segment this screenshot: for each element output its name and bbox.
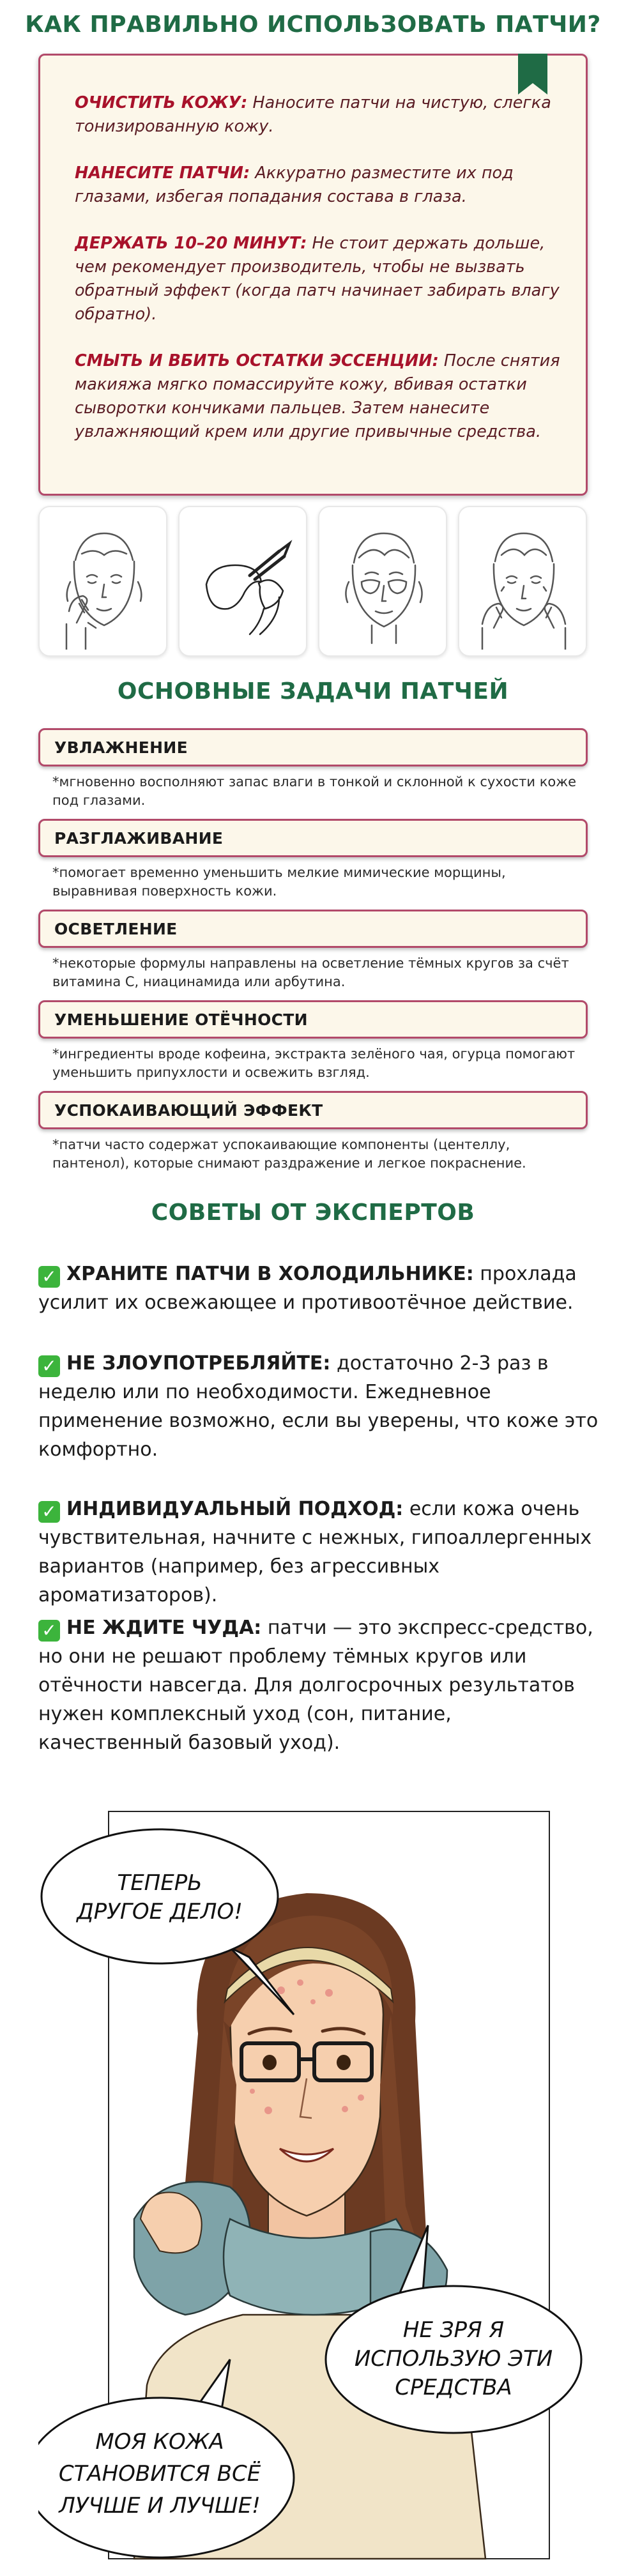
- check-mark-icon: ✓: [38, 1266, 60, 1288]
- task-label: УСПОКАИВАЮЩИЙ ЭФФЕКТ: [54, 1101, 323, 1120]
- tip-text: патчи — это экспресс-средство, но они не решают проблему тёмных кругов или отёчности навсегда. Для долгосрочных результатов нужен комплексный уход (сон, питание, качественный базовый уход).: [38, 1617, 593, 1754]
- tip-text: достаточно 2-3 раз в неделю или по необходимости. Ежедневное применение возможно, если вы уверены, что коже это комфортно.: [38, 1352, 599, 1461]
- step-rinse-and-pat: [75, 349, 560, 444]
- step-text: Не стоит держать дольше, чем рекомендует производитель, чтобы не вызвать обратный эффект (когда патч начинает забирать влагу обратно).: [75, 234, 560, 324]
- check-mark-icon: ✓: [38, 1355, 60, 1377]
- tip-heading: ХРАНИТЕ ПАТЧИ В ХОЛОДИЛЬНИКЕ:: [66, 1263, 474, 1285]
- tip-item: [38, 1613, 600, 1757]
- step-text: Наносите патчи на чистую, слегка тонизированную кожу.: [75, 93, 551, 136]
- instructions-card: [38, 54, 588, 496]
- task-header: [38, 1091, 588, 1129]
- bubble-right-line-1: НЕ ЗРЯ Я: [402, 2317, 505, 2343]
- face-cleansing-icon: [38, 506, 167, 657]
- bubble-bottom-line-3: ЛУЧШЕ И ЛУЧШЕ!: [59, 2493, 261, 2519]
- step-heading: СМЫТЬ И ВБИТЬ ОСТАТКИ ЭССЕНЦИИ:: [75, 351, 439, 370]
- task-description: *мгновенно восполняют запас влаги в тонкой и склонной к сухости коже под глазами.: [52, 774, 577, 808]
- tip-heading: НЕ ЗЛОУПОТРЕБЛЯЙТЕ:: [66, 1352, 331, 1375]
- comic-scene: [38, 1810, 588, 2561]
- bubble-top-line-1: ТЕПЕРЬ: [117, 1870, 202, 1896]
- tip-text: если кожа очень чувствительная, начните с нежных, гипоаллергенных вариантов (например, без агрессивных ароматизаторов).: [38, 1498, 592, 1606]
- tip-heading: НЕ ЖДИТЕ ЧУДА:: [66, 1617, 262, 1639]
- task-description: *патчи часто содержат успокаивающие компоненты (центеллу, пантенол), которые снимают раздражение и легкое покраснение.: [52, 1137, 526, 1171]
- bubble-bottom-line-1: МОЯ КОЖА: [95, 2429, 224, 2455]
- task-description: *некоторые формулы направлены на осветление тёмных кругов за счёт витамина С, ниацинамида или арбутина.: [52, 956, 569, 989]
- section-title-how-to-use: КАК ПРАВИЛЬНО ИСПОЛЬЗОВАТЬ ПАТЧИ?: [25, 11, 601, 38]
- step-text: После снятия макияжа мягко помассируйте кожу, вбивая остатки сыворотки кончиками пальцев. Затем нанесите увлажняющий крем или другие привычные средства.: [75, 351, 560, 441]
- bubble-right-line-2: ИСПОЛЬЗУЮ ЭТИ: [354, 2346, 553, 2372]
- task-header: [38, 819, 588, 857]
- comic-illustration: [38, 1810, 588, 2561]
- section-title-tips: СОВЕТЫ ОТ ЭКСПЕРТОВ: [151, 1200, 475, 1226]
- step-apply-patches: [75, 162, 560, 209]
- task-label: УВЛАЖНЕНИЕ: [54, 738, 188, 757]
- step-heading: ОЧИСТИТЬ КОЖУ:: [75, 93, 248, 112]
- check-mark-icon: ✓: [38, 1620, 60, 1642]
- task-label: РАЗГЛАЖИВАНИЕ: [54, 829, 224, 848]
- step-icons-row: [38, 506, 588, 657]
- step-clean-skin: [75, 91, 560, 139]
- task-header: [38, 1000, 588, 1039]
- task-header: [38, 910, 588, 948]
- step-heading: НАНЕСИТЕ ПАТЧИ:: [75, 164, 250, 183]
- bookmark-icon: [518, 54, 547, 95]
- step-heading: ДЕРЖАТЬ 10–20 МИНУТ:: [75, 234, 307, 253]
- tip-item: [38, 1495, 600, 1610]
- task-label: УМЕНЬШЕНИЕ ОТЁЧНОСТИ: [54, 1010, 308, 1029]
- task-label: ОСВЕТЛЕНИЕ: [54, 920, 178, 938]
- step-text: Аккуратно разместите их под глазами, избегая попадания состава в глаза.: [75, 164, 514, 206]
- tip-item: [38, 1260, 600, 1317]
- task-header: [38, 728, 588, 766]
- tip-heading: ИНДИВИДУАЛЬНЫЙ ПОДХОД:: [66, 1498, 404, 1520]
- face-with-patches-icon: [318, 506, 447, 657]
- face-massage-icon: [458, 506, 587, 657]
- tip-text: прохлада усилит их освежающее и противоотёчное действие.: [38, 1263, 577, 1314]
- tip-item: [38, 1349, 600, 1464]
- bubble-right-line-3: СРЕДСТВА: [395, 2375, 512, 2400]
- bubble-bottom-line-2: СТАНОВИТСЯ ВСЁ: [58, 2461, 261, 2487]
- section-title-tasks: ОСНОВНЫЕ ЗАДАЧИ ПАТЧЕЙ: [117, 678, 509, 705]
- eye-patch-tweezers-icon: [178, 506, 307, 657]
- task-description: *помогает временно уменьшить мелкие мимические морщины, выравнивая поверхность кожи.: [52, 865, 506, 899]
- task-description: *ингредиенты вроде кофеина, экстракта зелёного чая, огурца помогают уменьшить припухлости и освежить взгляд.: [52, 1046, 576, 1080]
- step-hold-time: [75, 232, 560, 326]
- bubble-top-line-2: ДРУГОЕ ДЕЛО!: [77, 1899, 243, 1924]
- check-mark-icon: ✓: [38, 1501, 60, 1523]
